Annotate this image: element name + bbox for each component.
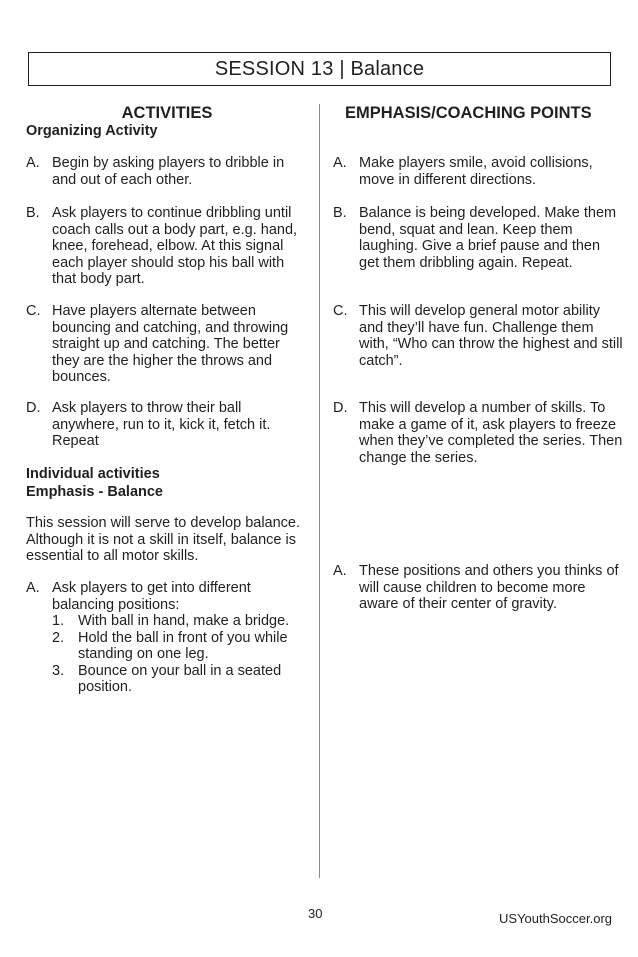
sub-item-number: 3. <box>52 662 65 679</box>
coaching-item-b <box>333 205 623 271</box>
item-text: Make players smile, avoid collisions, move in different directions. <box>359 155 593 188</box>
sub-item-text: Hold the ball in front of you while standing on one leg. <box>78 629 288 662</box>
sub-item-number: 2. <box>52 629 65 646</box>
item-text: This will develop general motor ability and they’ll have fun. Challenge them with, “Who can throw the highest and still catch”. <box>359 303 623 369</box>
item-letter: A. <box>333 563 347 579</box>
activity-item-d <box>26 400 310 450</box>
sub-item-1 <box>52 613 310 630</box>
activity-item-a <box>26 155 310 188</box>
sub-item-text: With ball in hand, make a bridge. <box>78 613 290 629</box>
item-text: Ask players to get into different balancing positions: <box>52 580 251 613</box>
item-text: Ask players to continue dribbling until coach calls out a body part, e.g. hand, knee, forehead, elbow. At this signal each player should stop his ball with that body part. <box>52 205 298 287</box>
item-letter: A. <box>26 580 40 596</box>
coaching-item-a <box>333 155 623 188</box>
item-letter: C. <box>333 303 348 319</box>
column-divider <box>319 104 320 878</box>
sub-item-text: Bounce on your ball in a seated position. <box>78 662 282 695</box>
activity-item-c <box>26 303 310 386</box>
item-text: This will develop a number of skills. To make a game of it, ask players to freeze when they’ve completed the series. Then change the series. <box>359 400 623 466</box>
item-letter: C. <box>26 303 41 319</box>
activity-item-b <box>26 205 310 288</box>
emphasis-balance-heading: Emphasis - Balance <box>26 484 163 500</box>
organizing-activity-heading: Organizing Activity <box>26 123 158 139</box>
item-letter: D. <box>26 400 41 416</box>
sub-item-2 <box>52 630 310 663</box>
item-text: Begin by asking players to dribble in and out of each other. <box>52 155 285 188</box>
item-letter: B. <box>333 205 347 221</box>
coaching-item-c <box>333 303 623 369</box>
balance-paragraph: This session will serve to develop balance. Although it is not a skill in itself, balance is essential to all motor skills. <box>26 515 301 564</box>
item-text: Ask players to throw their ball anywhere, run to it, kick it, fetch it. Repeat <box>52 400 271 449</box>
activities-column <box>26 102 310 695</box>
item-text: Have players alternate between bouncing and catching, and throwing straight up and catching. The better they are the higher the throws and bounces. <box>52 303 289 385</box>
coaching-item-d <box>333 400 623 466</box>
session-title: SESSION 13 | Balance <box>28 52 611 86</box>
individual-activities-heading: Individual activities <box>26 466 160 482</box>
activities-heading: ACTIVITIES <box>121 104 213 122</box>
coaching-individual-item-a <box>333 563 623 613</box>
item-letter: B. <box>26 205 40 221</box>
item-letter: A. <box>333 155 347 171</box>
item-text: Balance is being developed. Make them bend, squat and lean. Keep them laughing. Give a brief pause and then get them dribbling again. Repeat. <box>359 205 617 271</box>
item-text: These positions and others you thinks of will cause children to become more aware of their center of gravity. <box>359 563 619 612</box>
item-letter: A. <box>26 155 40 171</box>
coaching-points-column <box>333 102 623 612</box>
sub-item-3 <box>52 663 310 696</box>
item-letter: D. <box>333 400 348 416</box>
site-url: USYouthSoccer.org <box>499 911 612 926</box>
coaching-points-heading: EMPHASIS/COACHING POINTS <box>345 104 592 122</box>
page-number: 30 <box>308 906 323 921</box>
sub-item-number: 1. <box>52 613 65 629</box>
individual-item-a <box>26 580 310 696</box>
